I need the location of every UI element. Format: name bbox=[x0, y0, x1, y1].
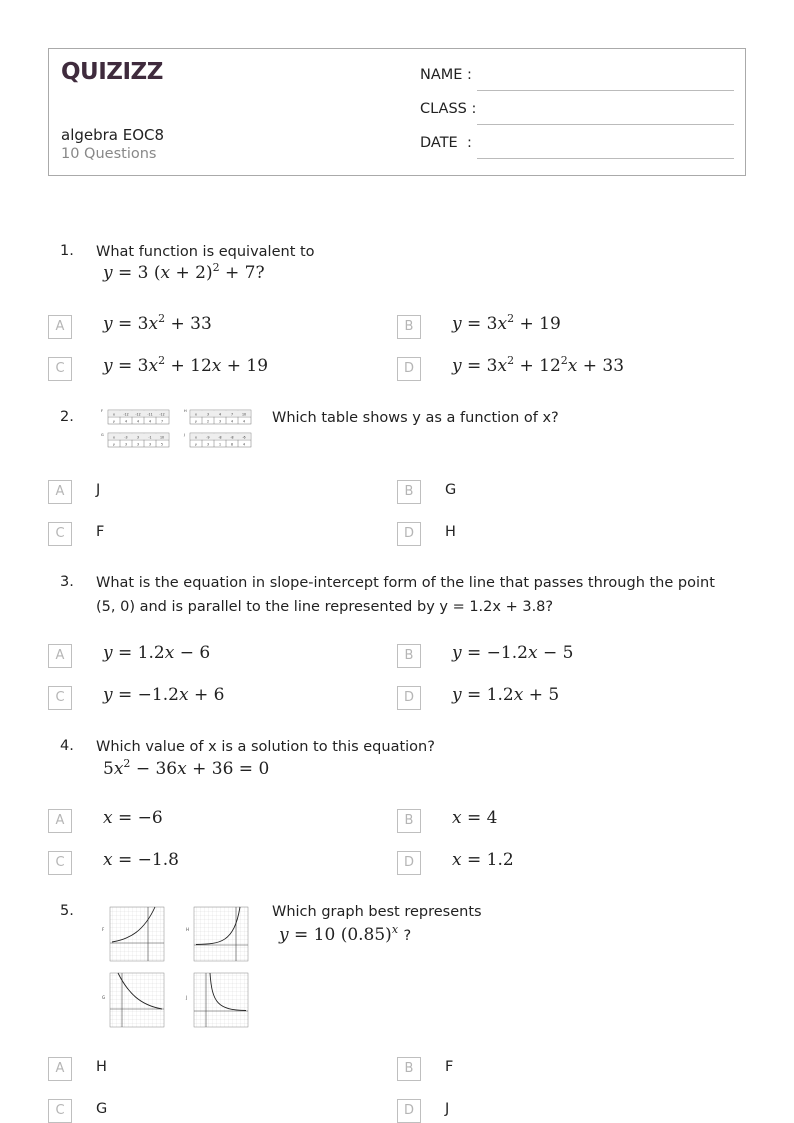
table-cell: 4 bbox=[242, 419, 246, 424]
table-label: H bbox=[184, 409, 187, 413]
table-cell: -11 bbox=[147, 412, 153, 417]
graph-label: H bbox=[186, 927, 190, 932]
table-cell: -8 bbox=[218, 435, 222, 440]
table-cell: -3 bbox=[124, 435, 128, 440]
option-letter: C bbox=[48, 851, 72, 875]
question-text-line1: What is the equation in slope-intercept form of the line that passes through the point bbox=[96, 575, 715, 591]
option-math: $y = 3x^2 + 19$ bbox=[452, 312, 561, 334]
name-label: NAME : bbox=[420, 67, 472, 83]
table-cell: x bbox=[113, 435, 115, 440]
table-cell: y bbox=[195, 442, 197, 447]
option-c[interactable] bbox=[48, 354, 378, 383]
question-number: 2. bbox=[60, 409, 74, 425]
table-cell: 3 bbox=[148, 442, 152, 447]
table-cell: -6 bbox=[242, 435, 246, 440]
question-text: Which table shows y as a function of x? bbox=[272, 410, 559, 426]
option-letter: B bbox=[397, 644, 421, 668]
option-a[interactable] bbox=[48, 480, 378, 506]
table-cell: 3 bbox=[136, 435, 140, 440]
table-cell: 8 bbox=[230, 442, 234, 447]
graph-thumbnails bbox=[100, 903, 260, 1031]
option-math: $y = 3x^2 + 12x + 19$ bbox=[103, 354, 269, 376]
option-text: J bbox=[445, 1101, 450, 1117]
table-cell: -12 bbox=[135, 412, 141, 417]
question-text: What function is equivalent to bbox=[96, 244, 315, 260]
option-text: F bbox=[96, 524, 105, 540]
option-math: y = 1.2x + 5 bbox=[452, 685, 560, 705]
option-c[interactable] bbox=[48, 686, 378, 712]
table-cell: 3 bbox=[136, 442, 140, 447]
name-line[interactable] bbox=[477, 90, 734, 91]
option-c[interactable] bbox=[48, 851, 378, 877]
option-math: y = 1.2x − 6 bbox=[103, 643, 211, 663]
option-text: G bbox=[96, 1101, 108, 1117]
option-letter: B bbox=[397, 315, 421, 339]
table-cell: 4 bbox=[242, 442, 246, 447]
option-b[interactable] bbox=[397, 480, 727, 506]
table-cell: 1 bbox=[218, 442, 222, 447]
option-d[interactable] bbox=[397, 686, 727, 712]
option-letter: B bbox=[397, 480, 421, 504]
option-math: y = −1.2x − 5 bbox=[452, 643, 574, 663]
table-cell: -8 bbox=[230, 435, 234, 440]
option-letter: D bbox=[397, 522, 421, 546]
option-math: x = 1.2 bbox=[452, 850, 514, 870]
table-cell: 7 bbox=[160, 419, 164, 424]
option-text: G bbox=[445, 482, 457, 498]
table-cell: 2 bbox=[206, 419, 210, 424]
date-field[interactable] bbox=[420, 135, 734, 159]
question-number: 4. bbox=[60, 738, 74, 754]
option-d[interactable] bbox=[397, 1099, 727, 1123]
question-number: 5. bbox=[60, 903, 74, 919]
option-letter: A bbox=[48, 315, 72, 339]
table-cell: 3 bbox=[218, 419, 222, 424]
table-cell: y bbox=[113, 442, 115, 447]
option-math: $y = 3x^2 + 33$ bbox=[103, 312, 212, 334]
option-d[interactable] bbox=[397, 851, 727, 877]
table-cell: -9 bbox=[206, 435, 210, 440]
option-b[interactable] bbox=[397, 644, 727, 670]
table-cell: 5 bbox=[160, 442, 164, 447]
option-letter: A bbox=[48, 809, 72, 833]
option-math: $y = 3x^2 + 12^2x + 33$ bbox=[452, 354, 625, 376]
table-cell: 4 bbox=[148, 419, 152, 424]
table-cell: y bbox=[113, 419, 115, 424]
option-b[interactable] bbox=[397, 809, 727, 835]
option-text: H bbox=[445, 524, 456, 540]
table-cell: 4 bbox=[230, 419, 234, 424]
question-number: 3. bbox=[60, 574, 74, 590]
option-a[interactable] bbox=[48, 644, 378, 670]
option-math: x = −1.8 bbox=[103, 850, 179, 870]
table-thumbnails bbox=[100, 408, 260, 452]
option-b[interactable] bbox=[397, 312, 727, 341]
table-cell: 10 bbox=[159, 435, 165, 440]
table-label: G bbox=[101, 433, 104, 437]
option-b[interactable] bbox=[397, 1057, 727, 1083]
table-label: J bbox=[184, 433, 186, 437]
question-math: y = 3 $(x + 2)^2 + 7$? bbox=[103, 261, 265, 283]
option-text: J bbox=[96, 482, 101, 498]
name-field[interactable] bbox=[420, 67, 734, 91]
option-c[interactable] bbox=[48, 522, 378, 548]
question-math: $5x^2 - 36x + 36 = 0$ bbox=[103, 757, 270, 779]
option-math: x = 4 bbox=[452, 808, 498, 828]
table-cell: y bbox=[195, 419, 197, 424]
question-text: Which value of x is a solution to this equation? bbox=[96, 739, 435, 755]
option-math: x = −6 bbox=[103, 808, 163, 828]
option-c[interactable] bbox=[48, 1099, 378, 1123]
class-label: CLASS : bbox=[420, 101, 477, 117]
option-letter: C bbox=[48, 357, 72, 381]
table-cell: 10 bbox=[241, 412, 247, 417]
option-letter: C bbox=[48, 1099, 72, 1123]
option-letter: C bbox=[48, 522, 72, 546]
option-text: F bbox=[445, 1059, 454, 1075]
option-letter: D bbox=[397, 851, 421, 875]
option-letter: A bbox=[48, 480, 72, 504]
table-label: F bbox=[101, 409, 104, 413]
class-line[interactable] bbox=[477, 124, 734, 125]
table-cell: 4 bbox=[218, 412, 222, 417]
graph-label: G bbox=[102, 995, 106, 1000]
option-a[interactable] bbox=[48, 809, 378, 835]
table-cell: 3 bbox=[124, 442, 128, 447]
option-letter: B bbox=[397, 809, 421, 833]
option-a[interactable] bbox=[48, 1057, 378, 1083]
table-cell: 3 bbox=[206, 412, 210, 417]
quizizz-logo: QUIZIZZ bbox=[61, 59, 163, 85]
worksheet-title: algebra EOC8 bbox=[61, 126, 165, 144]
option-letter: D bbox=[397, 357, 421, 381]
graph-label: J bbox=[186, 995, 188, 1000]
option-letter: D bbox=[397, 686, 421, 710]
graph-label: F bbox=[102, 927, 105, 932]
option-math: y = −1.2x + 6 bbox=[103, 685, 225, 705]
class-field[interactable] bbox=[420, 101, 734, 125]
question-math: y = 10 $(0.85)^x$ ? bbox=[279, 923, 412, 945]
table-cell: x bbox=[195, 412, 197, 417]
table-cell: 7 bbox=[230, 412, 234, 417]
question-count: 10 Questions bbox=[61, 146, 157, 162]
table-cell: -12 bbox=[123, 412, 129, 417]
table-cell: x bbox=[113, 412, 115, 417]
table-cell: x bbox=[195, 435, 197, 440]
table-cell: 4 bbox=[136, 419, 140, 424]
question-number: 1. bbox=[60, 243, 74, 259]
option-d[interactable] bbox=[397, 522, 727, 548]
date-line[interactable] bbox=[477, 158, 734, 159]
table-cell: -1 bbox=[148, 435, 152, 440]
option-letter: A bbox=[48, 1057, 72, 1081]
option-letter: B bbox=[397, 1057, 421, 1081]
table-cell: 3 bbox=[206, 442, 210, 447]
option-d[interactable] bbox=[397, 354, 727, 383]
option-text: H bbox=[96, 1059, 107, 1075]
date-label: DATE : bbox=[420, 135, 472, 151]
option-a[interactable] bbox=[48, 312, 378, 341]
table-cell: -12 bbox=[159, 412, 165, 417]
worksheet-header bbox=[48, 48, 746, 176]
option-letter: D bbox=[397, 1099, 421, 1123]
table-cell: 4 bbox=[124, 419, 128, 424]
question-text-line2: (5, 0) and is parallel to the line represented by y = 1.2x + 3.8? bbox=[96, 599, 554, 615]
option-letter: C bbox=[48, 686, 72, 710]
option-letter: A bbox=[48, 644, 72, 668]
question-text: Which graph best represents bbox=[272, 904, 482, 920]
